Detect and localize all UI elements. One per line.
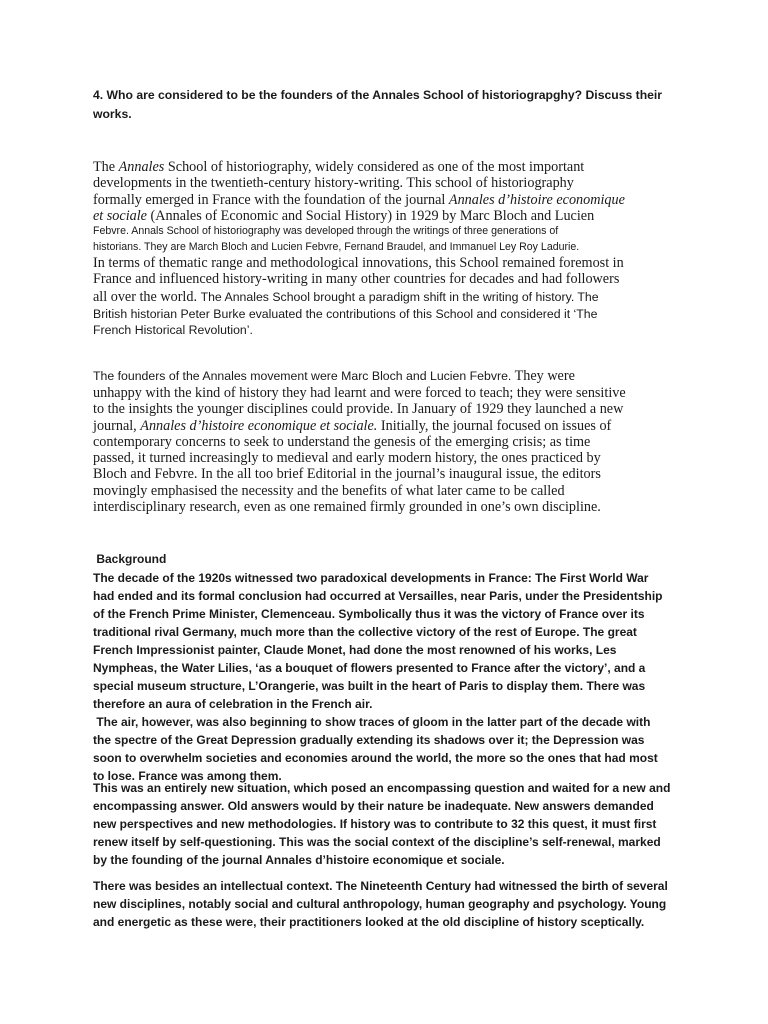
- text-line: British historian Peter Burke evaluated the contributions of this School and considered it ‘The: [93, 306, 598, 321]
- text-line: unhappy with the kind of history they had learnt and were forced to teach; they were sensitive: [93, 385, 626, 401]
- text-line: encompassing answer. Old answers would by their nature be inadequate. New answers demanded: [93, 799, 654, 813]
- question-line: 4. Who are considered to be the founders of the Annales School of historiograpghy? Discuss their: [93, 88, 663, 102]
- text-line: In terms of thematic range and methodological innovations, this School remained foremost in: [93, 255, 624, 272]
- text-line: new disciplines, notably social and cultural anthropology, human geography and psychology. Young: [93, 897, 667, 911]
- text-line: had ended and its formal conclusion had occurred at Versailles, near Paris, under the Presidentship: [93, 589, 663, 603]
- text-line: Bloch and Febvre. In the all too brief Editorial in the journal’s inaugural issue, the editors: [93, 466, 601, 483]
- paragraph-intellectual-context: [93, 877, 678, 931]
- text-line: et sociale (Annales of Economic and Social History) in 1929 by Marc Bloch and Lucien: [93, 207, 595, 224]
- text-line: interdisciplinary research, even as one remained firmly grounded in one’s own discipline.: [93, 499, 601, 516]
- text-line: to lose. France was among them.: [93, 769, 282, 783]
- background-heading: Background: [93, 552, 167, 566]
- text-line: The founders of the Annales movement were Marc Bloch and Lucien Febvre. They were: [93, 368, 575, 384]
- text-line: Nympheas, the Water Lilies, ‘as a bouquet of flowers presented to France after the victory’, and a: [93, 661, 646, 675]
- paragraph-new-situation: [93, 779, 678, 869]
- text-line: therefore an aura of celebration in the French air.: [93, 697, 373, 711]
- text-line: of the French Prime Minister, Clemenceau. Symbolically thus it was the victory of France over its: [93, 607, 645, 621]
- text-line: soon to overwhelm societies and economies around the world, the more so the ones that had most: [93, 751, 658, 765]
- text-line: journal, Annales d’histoire economique et sociale. Initially, the journal focused on issues of: [93, 417, 612, 434]
- text-line: all over the world. The Annales School brought a paradigm shift in the writing of history. The: [93, 288, 599, 305]
- text-line: the spectre of the Great Depression gradually extending its shadows over it; the Depression was: [93, 733, 645, 747]
- text-line: traditional rival Germany, much more than the collective victory of the rest of Europe. The great: [93, 625, 637, 639]
- paragraph-annales-intro: [93, 159, 678, 338]
- text-line: The air, however, was also beginning to show traces of gloom in the latter part of the decade with: [93, 715, 651, 729]
- text-line: developments in the twentieth-century history-writing. This school of historiography: [93, 175, 574, 192]
- paragraph-founders: [93, 367, 678, 515]
- text-line: French Historical Revolution’.: [93, 323, 253, 338]
- text-line: formally emerged in France with the foundation of the journal Annales d’histoire economique: [93, 191, 625, 208]
- text-line: The decade of the 1920s witnessed two paradoxical developments in France: The First World War: [93, 571, 649, 585]
- text-line: historians. They are March Bloch and Lucien Febvre, Fernand Braudel, and Immanuel Ley Roy Ladurie.: [93, 240, 580, 253]
- text-line: renew itself by self-questioning. This was the social context of the discipline’s self-renewal, marked: [93, 835, 661, 849]
- text-line: There was besides an intellectual context. The Nineteenth Century had witnessed the birth of several: [93, 879, 668, 893]
- question-heading: [93, 86, 678, 124]
- text-line: to the insights the younger disciplines could provide. In January of 1929 they launched a new: [93, 401, 624, 418]
- text-line: This was an entirely new situation, which posed an encompassing question and waited for a new and: [93, 781, 671, 795]
- text-line: French Impressionist painter, Claude Monet, had done the most renowned of his works, Les: [93, 643, 617, 657]
- text-line: movingly emphasised the necessity and the benefits of what later came to be called: [93, 482, 565, 499]
- text-line: Febvre. Annals School of historiography was developed through the writings of three generations of: [93, 225, 559, 238]
- text-line: passed, it turned increasingly to medieval and early modern history, the ones practiced by: [93, 450, 601, 467]
- text-line: special museum structure, L’Orangerie, was built in the heart of Paris to display them. There was: [93, 679, 646, 693]
- text-line: and energetic as these were, their practitioners looked at the old discipline of history sceptically.: [93, 915, 645, 929]
- text-line: new perspectives and new methodologies. If history was to contribute to 32 this quest, it must first: [93, 817, 657, 831]
- text-line: France and influenced history-writing in many other countries for decades and had followers: [93, 271, 620, 288]
- question-line: works.: [93, 107, 132, 121]
- text-line: contemporary concerns to seek to understand the genesis of the emerging crisis; as time: [93, 433, 591, 450]
- text-line: by the founding of the journal Annales d’histoire economique et sociale.: [93, 853, 505, 867]
- text-line: The Annales School of historiography, widely considered as one of the most important: [93, 159, 585, 175]
- paragraph-background: [93, 569, 678, 785]
